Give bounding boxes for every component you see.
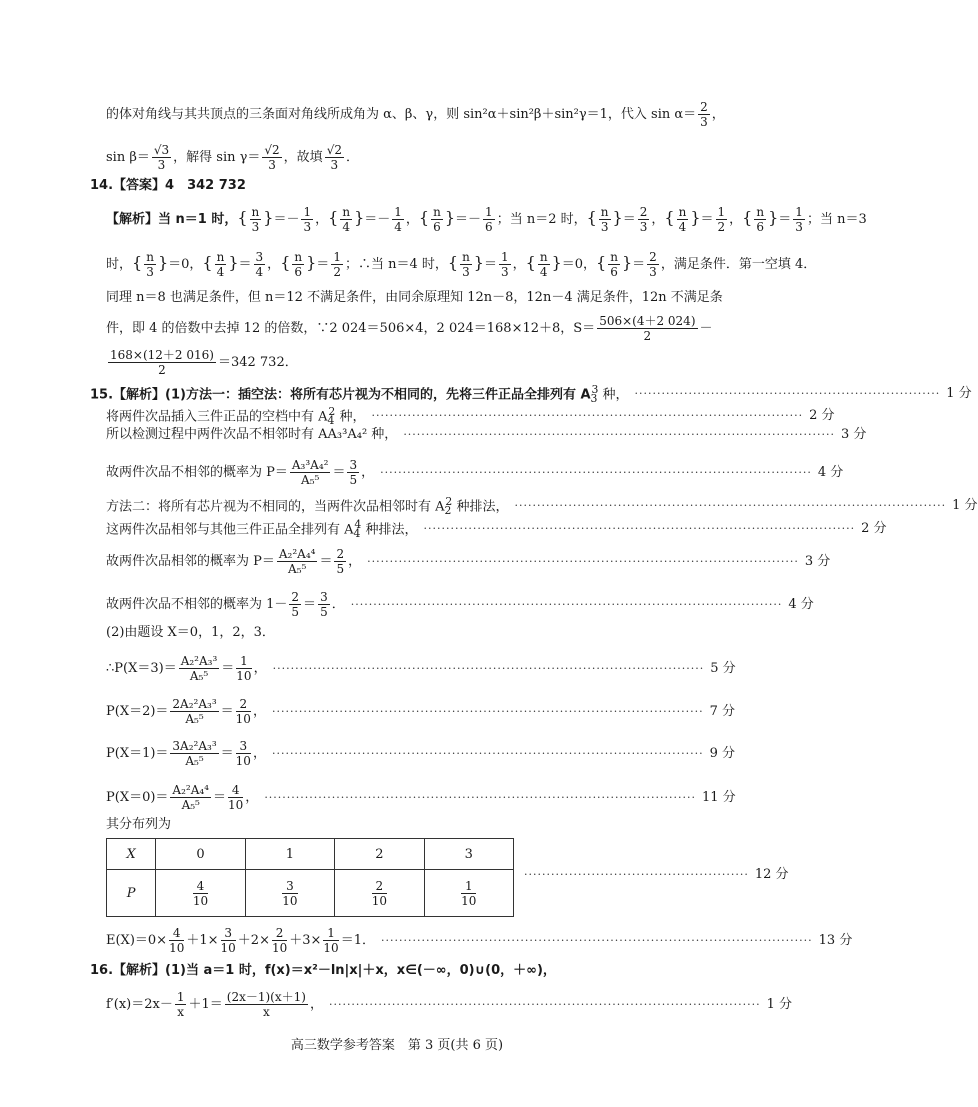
q15-line-6: 这两件次品相邻与其他三件正品全排列有 $A_4^4$ 种排法， ································································································ 2 分 [106, 518, 887, 540]
table-cell: $\frac{2}{10}$ [335, 870, 424, 917]
score: 5 分 [710, 660, 736, 676]
q14-line-5: $\frac{168\times(12+2 016)}{2}$ ＝342 732． [110, 348, 298, 377]
q15-line-7: 故两件次品相邻的概率为 P＝ $\frac{\text{A₂²A₄⁴}}{\text{A₅⁵}}$ ＝ $\frac{2}{5}$ ， ································································································ 3 分 [106, 547, 831, 576]
score: 1 分 [952, 498, 978, 514]
q16-line-1: 16.【解析】(1)当 a＝1 时，f(x)＝x²－ln|x|＋x，x∈(－∞，0)∪(0，＋∞)， [90, 963, 556, 978]
table-cell: $\frac{1}{10}$ [424, 870, 513, 917]
table-header-cell: 3 [424, 839, 513, 870]
q14-answer: 14.【答案】4 342 732 [90, 178, 246, 193]
table-cell: $\frac{4}{10}$ [156, 870, 245, 917]
score: 1 分 [946, 386, 972, 402]
score: 1 分 [766, 996, 793, 1012]
line-13-cont: 的体对角线与其共顶点的三条面对角线所成角为 α、β、γ，则 sin²α＋sin²β＋sin²γ＝1，代入 sin α＝ $\frac{2}{3}$ ， [106, 100, 725, 129]
q14-line-3: 同理 n＝8 也满足条件，但 n＝12 不满足条件，由同余原理知 12n－8，12n－4 满足条件，12n 不满足条 [106, 290, 723, 305]
q16-line-2: f′(x)＝2x－ $\frac{1}{x}$ ＋1＝ $\frac{(2x-1)(x+1)}{x}$ ， ································································································ 1 分 [106, 990, 793, 1019]
score: 12 分 [754, 867, 789, 882]
fraction: $\frac{√2}{3}$ [326, 143, 342, 172]
q15-line-3: 所以检测过程中两件次品不相邻时有 AA₃³A₄² 种， ································································································ 3 分 [106, 425, 712, 445]
p-x1: P(X＝1)＝ $\frac{\text{3A₂²A₃³}}{\text{A₅⁵}}$ ＝ $\frac{3}{10}$ ， ································································································ 9 分 [106, 739, 736, 768]
table-header-cell: 0 [156, 839, 245, 870]
q14-line-4: 件，即 4 的倍数中去掉 12 的倍数，∵2 024＝506×4，2 024＝168×12＋8，S＝ $\frac{506\times(4+2 024)}{2}$ － [106, 314, 713, 343]
table-cell: $\frac{3}{10}$ [245, 870, 334, 917]
score: 3 分 [840, 427, 867, 442]
score: 7 分 [709, 703, 736, 719]
score: 4 分 [788, 596, 814, 612]
score: 4 分 [817, 464, 844, 480]
table-header-cell: X [107, 839, 156, 870]
dist-label: 其分布列为 [106, 817, 172, 832]
text: 的体对角线与其共顶点的三条面对角线所成角为 α、β、γ，则 sin²α＋sin²β＋sin²γ＝1，代入 sin α＝ [106, 107, 697, 122]
distribution-table [106, 838, 514, 917]
p-x2: P(X＝2)＝ $\frac{\text{2A₂²A₃³}}{\text{A₅⁵}}$ ＝ $\frac{2}{10}$ ， ································································································ 7 分 [106, 697, 736, 726]
score: 13 分 [818, 932, 853, 948]
fraction: $\frac{√3}{3}$ [153, 143, 170, 172]
fraction: $\frac{2}{3}$ [700, 100, 708, 129]
score: 2 分 [809, 408, 835, 424]
q15-line-1: 15.【解析】(1)方法一：插空法：将所有芯片视为不相同的，先将三件正品全排列有 $A_3^3$ 种， ···································································· 1 分 [90, 383, 972, 405]
score: 9 分 [709, 745, 736, 761]
score: 3 分 [804, 553, 831, 569]
q14-line-1: 【解析】当 n＝1 时，{ $\frac{n}{3}$ }＝－ $\frac{1}{3}$ ，{ $\frac{n}{4}$ }＝－ $\frac{1}{4}$ ，{ $\frac{n}{6}$ }＝－ $\frac{1}{6}$ ；当 n＝2 时，{ $\frac{n}{3}$ }＝ $\frac{2}{3}$ ，{ $\frac{n}{4}$ }＝ $\frac{1}{2}$ ，{ $\frac{n}{6}$ }＝ $\frac{1}{3}$ ；当 n＝3 [106, 205, 867, 234]
q14-line-2: 时，{ $\frac{n}{3}$ }＝0，{ $\frac{n}{4}$ }＝ $\frac{3}{4}$ ，{ $\frac{n}{6}$ }＝ $\frac{1}{2}$ ；∴当 n＝4 时，{ $\frac{n}{3}$ }＝ $\frac{1}{3}$ ，{ $\frac{n}{4}$ }＝0，{ $\frac{n}{6}$ }＝ $\frac{2}{3}$ ，满足条件．第一空填 4． [106, 250, 817, 279]
page-footer: 高三数学参考答案 第 3 页(共 6 页) [290, 1038, 504, 1053]
p-x3: ∴P(X＝3)＝ $\frac{\text{A₂²A₃³}}{\text{A₅⁵}}$ ＝ $\frac{1}{10}$ ， ································································································ 5 分 [106, 654, 736, 683]
table-cell: P [107, 870, 156, 917]
table-header-cell: 2 [335, 839, 424, 870]
line-13-end: sin β＝ $\frac{√3}{3}$ ，解得 sin γ＝ $\frac{√2}{3}$ ，故填 $\frac{√2}{3}$ ． [106, 143, 359, 172]
score: 2 分 [861, 521, 887, 537]
p-x0: P(X＝0)＝ $\frac{\text{A₂²A₄⁴}}{\text{A₅⁵}}$ ＝ $\frac{4}{10}$ ， ································································································ 11 分 [106, 783, 736, 812]
q15-part2: (2)由题设 X＝0，1，2，3． [106, 625, 275, 640]
q15-line-2: 将两件次品插入三件正品的空档中有 $A_4^2$ 种， ································································································ 2 分 [106, 405, 835, 427]
q15-line-8: 故两件次品不相邻的概率为 1－ $\frac{2}{5}$ ＝ $\frac{3}{5}$ ． ································································································ 4 分 [106, 590, 814, 619]
fraction: $\frac{√2}{3}$ [264, 143, 280, 172]
table-header-cell: 1 [245, 839, 334, 870]
q15-line-4: 故两件次品不相邻的概率为 P＝ $\frac{\text{A₃³A₄²}}{\text{A₅⁵}}$ ＝ $\frac{3}{5}$ ， ································································································ 4 分 [106, 458, 844, 487]
q15-line-5: 方法二：将所有芯片视为不相同的，当两件次品相邻时有 $A_2^2$ 种排法， ································································································ 1 分 [106, 495, 978, 517]
score: 11 分 [701, 789, 736, 805]
table-score-line: ·················································· 12 分 [524, 865, 712, 885]
expectation: E(X)＝0× $\frac{4}{10}$ ＋1× $\frac{3}{10}$ ＋2× $\frac{2}{10}$ ＋3× $\frac{1}{10}$ ＝1． ································································································ 13 分 [106, 926, 853, 955]
